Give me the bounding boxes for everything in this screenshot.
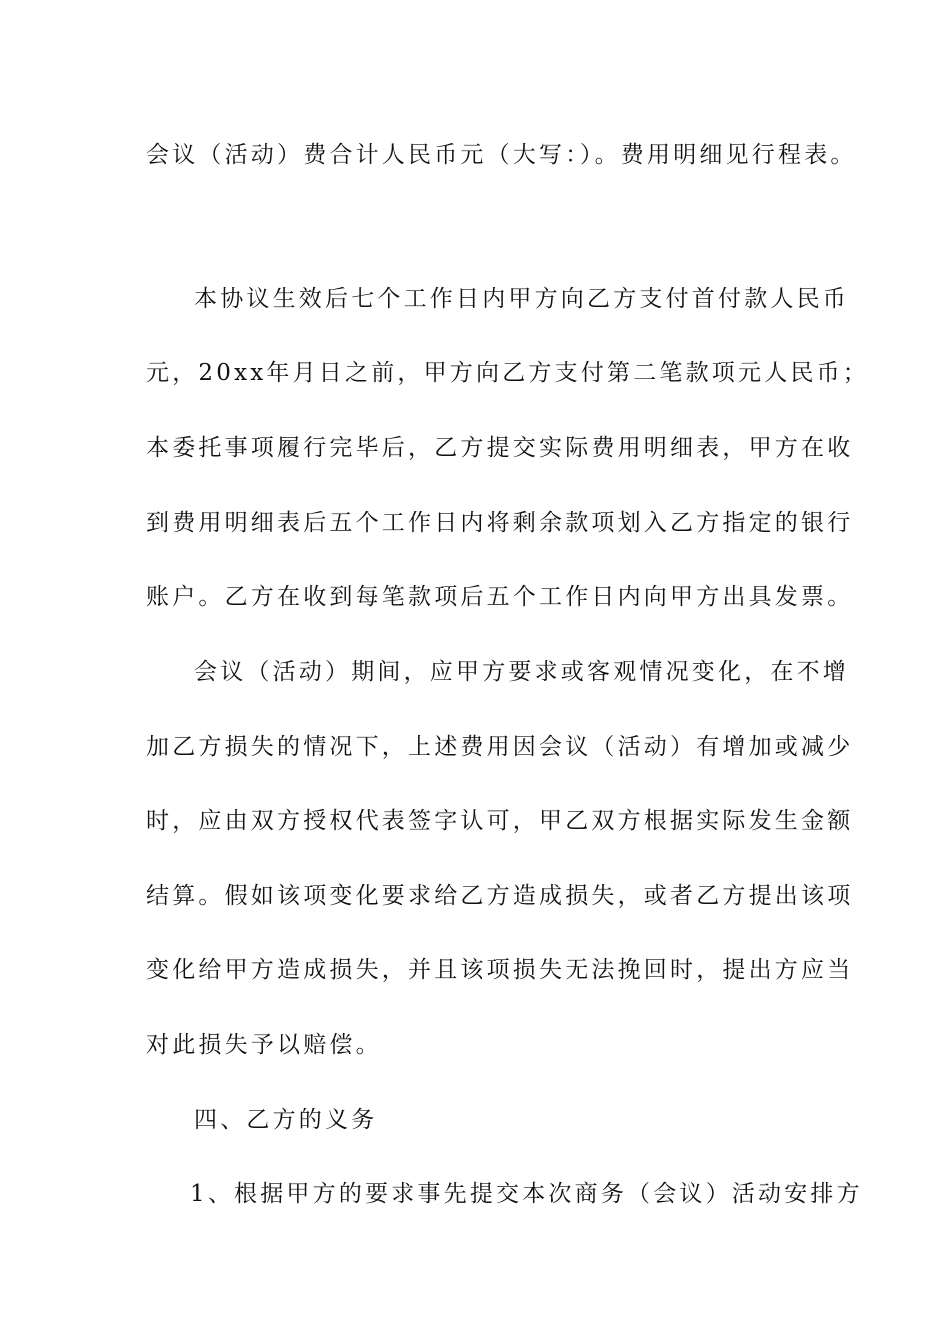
text-line-fee-total: 会议（活动）费合计人民币元（大写：）。费用明细见行程表。 [146,142,857,168]
text-line-payment-1: 本协议生效后七个工作日内甲方向乙方支付首付款人民币 [194,286,849,312]
text-line-change-1: 会议（活动）期间，应甲方要求或客观情况变化，在不增 [194,659,849,685]
text-line-change-3: 时，应由双方授权代表签字认可，甲乙双方根据实际发生金额 [146,808,854,834]
text-line-obligation-1: 1、根据甲方的要求事先提交本次商务（会议）活动安排方 [190,1181,863,1207]
text-line-change-2: 加乙方损失的情况下，上述费用因会议（活动）有增加或减少 [146,734,854,760]
text-line-payment-5: 账户。乙方在收到每笔款项后五个工作日内向甲方出具发票。 [146,584,854,610]
section-heading-party-b-obligations: 四、乙方的义务 [194,1107,378,1133]
text-line-change-6: 对此损失予以赔偿。 [146,1032,382,1058]
text-line-change-4: 结算。假如该项变化要求给乙方造成损失，或者乙方提出该项 [146,883,854,909]
text-line-payment-2: 元，20xx年月日之前，甲方向乙方支付第二笔款项元人民币； [146,360,870,386]
text-line-payment-3: 本委托事项履行完毕后，乙方提交实际费用明细表，甲方在收 [146,435,854,461]
text-line-change-5: 变化给甲方造成损失，并且该项损失无法挽回时，提出方应当 [146,957,854,983]
text-line-payment-4: 到费用明细表后五个工作日内将剩余款项划入乙方指定的银行 [146,510,854,536]
